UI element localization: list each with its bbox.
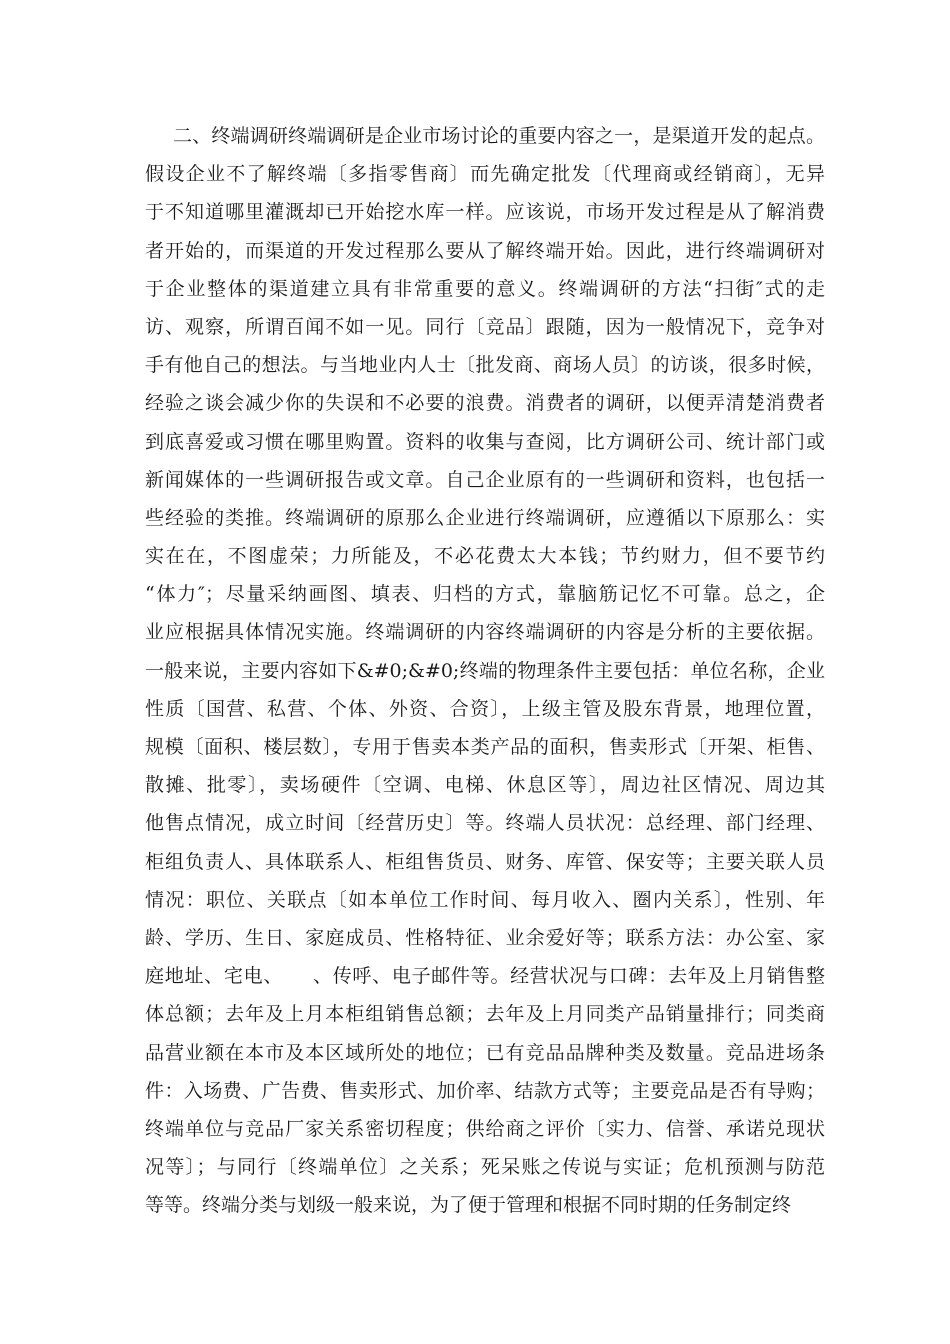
text-line-9: 到底喜爱或习惯在哪里购置。资料的收集与查阅，比方调研公司、统计部门或 bbox=[145, 430, 825, 453]
text-line-5: 于企业整体的渠道建立具有非常重要的意义。终端调研的方法“扫街″式的走 bbox=[145, 277, 825, 300]
text-line-7: 手有他自己的想法。与当地业内人士〔批发商、商场人员〕的访谈，很多时候， bbox=[145, 354, 825, 377]
text-line-3: 于不知道哪里灌溉却已开始挖水库一样。应该说，市场开发过程是从了解消费 bbox=[145, 201, 825, 224]
text-line-16: 性质〔国营、私营、个体、外资、合资〕，上级主管及股东背景，地理位置， bbox=[145, 697, 825, 720]
text-line-1: 二、终端调研终端调研是企业市场讨论的重要内容之一，是渠道开发的起点。 bbox=[173, 125, 825, 147]
text-line-26: 件：入场费、广告费、售卖形式、加价率、结款方式等；主要竞品是否有导购； bbox=[145, 1079, 825, 1102]
text-line-25: 品营业额在本市及本区域所处的地位；已有竞品品牌种类及数量。竞品进场条 bbox=[145, 1041, 825, 1064]
body-paragraph bbox=[145, 117, 825, 1224]
text-line-11: 些经验的类推。终端调研的原那么企业进行终端调研，应遵循以下原那么：实 bbox=[145, 506, 825, 529]
text-line-10: 新闻媒体的一些调研报告或文章。自己企业原有的一些调研和资料，也包括一 bbox=[145, 468, 825, 491]
text-line-19: 他售点情况，成立时间〔经营历史〕等。终端人员状况：总经理、部门经理、 bbox=[145, 812, 825, 835]
text-line-20: 柜组负责人、具体联系人、柜组售货员、财务、库管、保安等；主要关联人员 bbox=[145, 850, 825, 873]
text-line-24: 体总额；去年及上月本柜组销售总额；去年及上月同类产品销量排行；同类商 bbox=[145, 1003, 825, 1026]
text-line-27: 终端单位与竞品厂家关系密切程度；供给商之评价〔实力、信誉、承诺兑现状 bbox=[145, 1117, 825, 1140]
text-line-4: 者开始的，而渠道的开发过程那么要从了解终端开始。因此，进行终端调研对 bbox=[145, 239, 825, 262]
text-line-15: 一般来说，主要内容如下&#0;&#0;终端的物理条件主要包括：单位名称，企业 bbox=[145, 659, 825, 682]
text-line-22: 龄、学历、生日、家庭成员、性格特征、业余爱好等；联系方法：办公室、家 bbox=[145, 926, 825, 949]
text-line-23: 庭地址、宅电、 、传呼、电子邮件等。经营状况与口碑：去年及上月销售整 bbox=[145, 965, 825, 988]
text-line-12: 实在在，不图虚荣；力所能及，不必花费太大本钱；节约财力，但不要节约 bbox=[145, 545, 825, 568]
text-line-28: 况等〕；与同行〔终端单位〕之关系；死呆账之传说与实证；危机预测与防范 bbox=[145, 1156, 825, 1179]
text-line-29: 等等。终端分类与划级一般来说，为了便于管理和根据不同时期的任务制定终 bbox=[145, 1194, 792, 1217]
text-line-13: “体力″；尽量采纳画图、填表、归档的方式，靠脑筋记忆不可靠。总之，企 bbox=[145, 583, 825, 606]
text-line-6: 访、观察，所谓百闻不如一见。同行〔竞品〕跟随，因为一般情况下，竞争对 bbox=[145, 315, 825, 338]
text-line-2: 假设企业不了解终端〔多指零售商〕而先确定批发〔代理商或经销商〕，无异 bbox=[145, 163, 825, 186]
text-line-18: 散摊、批零〕，卖场硬件〔空调、电梯、休息区等〕，周边社区情况、周边其 bbox=[145, 774, 825, 797]
text-line-8: 经验之谈会减少你的失误和不必要的浪费。消费者的调研，以便弄清楚消费者 bbox=[145, 392, 825, 415]
text-line-21: 情况：职位、关联点〔如本单位工作时间、每月收入、圈内关系〕，性别、年 bbox=[145, 888, 825, 911]
text-line-14: 业应根据具体情况实施。终端调研的内容终端调研的内容是分析的主要依据。 bbox=[145, 621, 825, 644]
text-line-17: 规模〔面积、楼层数〕，专用于售卖本类产品的面积，售卖形式〔开架、柜售、 bbox=[145, 736, 825, 758]
